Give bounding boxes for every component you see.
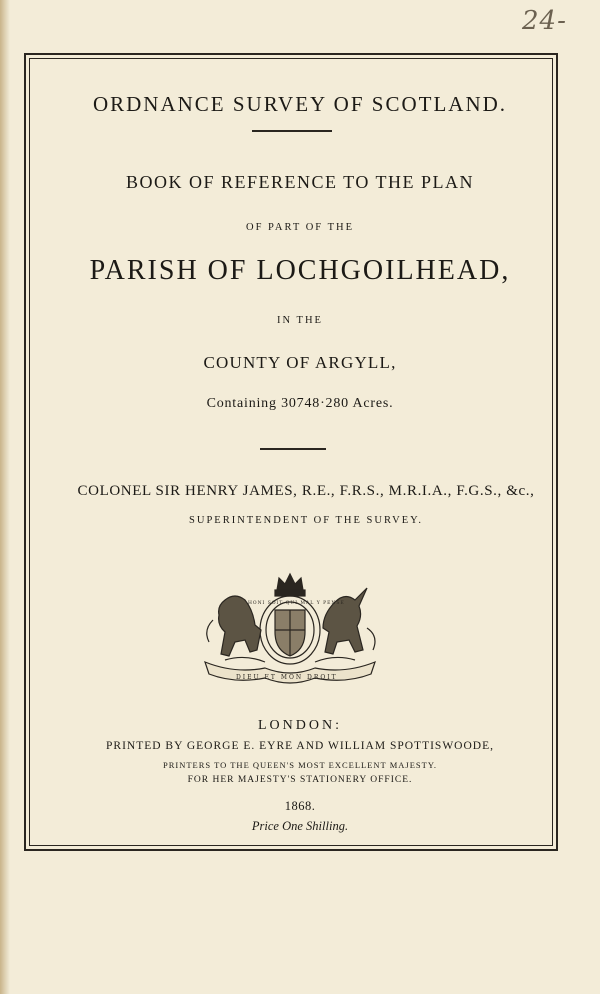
imprint-printers: PRINTED BY GEORGE E. EYRE AND WILLIAM SPOTTISWOODE,	[106, 740, 494, 752]
divider-rule	[260, 448, 326, 450]
imprint-price: Price One Shilling.	[251, 819, 349, 833]
survey-title: ORDNANCE SURVEY OF SCOTLAND.	[92, 92, 508, 116]
imprint-place: LONDON:	[258, 718, 342, 733]
superintendent-name: COLONEL SIR HENRY JAMES, R.E., F.R.S., M.R.I.A., F.G.S., &c.,	[77, 483, 535, 499]
unicorn-icon	[323, 588, 367, 654]
in-the: IN THE	[277, 315, 323, 326]
imprint-office: FOR HER MAJESTY'S STATIONERY OFFICE.	[187, 775, 413, 785]
book-of-reference-heading: BOOK OF REFERENCE TO THE PLAN	[125, 172, 475, 192]
imprint-printers-to: PRINTERS TO THE QUEEN'S MOST EXCELLENT MAJESTY.	[162, 760, 438, 770]
parish-name: PARISH OF LOCHGOILHEAD,	[89, 255, 511, 286]
motto-text: DIEU ET MON DROIT	[236, 674, 338, 681]
superintendent-title: SUPERINTENDENT OF THE SURVEY.	[189, 515, 423, 526]
title-rule	[252, 130, 332, 132]
of-part-of-the: OF PART OF THE	[246, 222, 354, 233]
crown-icon	[277, 574, 303, 590]
shelfmark: 24-	[522, 6, 567, 36]
county-name: COUNTY OF ARGYLL,	[203, 353, 397, 372]
acreage: Containing 30748·280 Acres.	[206, 396, 394, 411]
imprint-year: 1868.	[284, 799, 316, 813]
garter-motto-text: HONI SOIT QUI MAL Y PENSE	[248, 601, 345, 606]
royal-coat-of-arms	[195, 570, 385, 690]
